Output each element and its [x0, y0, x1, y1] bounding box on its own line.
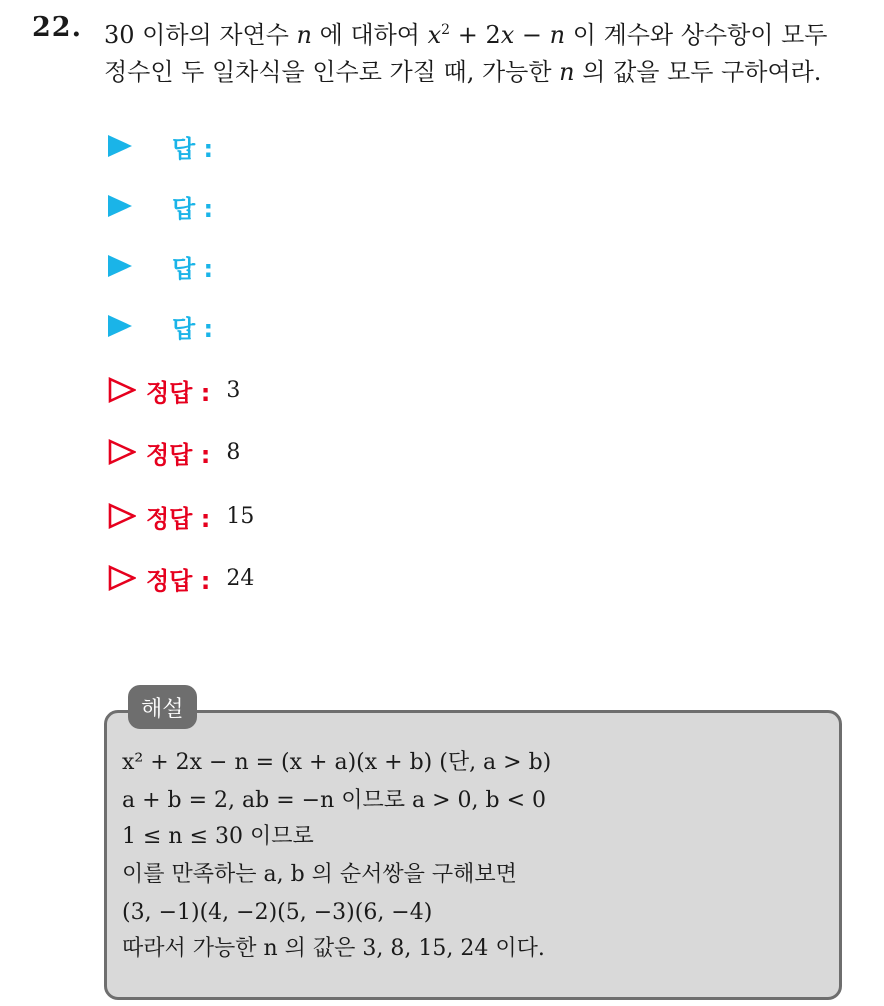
- correct-answer-row-4: [108, 558, 254, 598]
- outline-triangle-icon: [108, 439, 136, 465]
- answer-row-4[interactable]: [108, 306, 213, 346]
- correct-answer-value: 3: [226, 377, 241, 403]
- answer-label: 답 :: [172, 254, 214, 283]
- correct-answer-label: 정답 :: [146, 566, 211, 595]
- answer-label: 답 :: [172, 194, 214, 223]
- answer-label: 답 :: [172, 134, 214, 163]
- explanation-line-6: 따라서 가능한 n 의 값은 3, 8, 15, 24 이다.: [122, 936, 545, 961]
- explanation-tag: 해설: [128, 685, 197, 729]
- question-text-line2: 정수인 두 일차식을 인수로 가질 때, 가능한 n 의 값을 모두 구하여라.: [104, 58, 822, 86]
- outline-triangle-icon: [108, 503, 136, 529]
- play-triangle-icon: [108, 315, 132, 337]
- correct-answer-label: 정답 :: [146, 378, 211, 407]
- explanation-line-3: 1 ≤ n ≤ 30 이므로: [122, 824, 314, 849]
- answer-row-1[interactable]: [108, 126, 213, 166]
- answer-row-3[interactable]: [108, 246, 213, 286]
- correct-answer-value: 24: [226, 565, 255, 591]
- correct-answer-label: 정답 :: [146, 440, 211, 469]
- explanation-line-2: a + b = 2, ab = −n 이므로 a > 0, b < 0: [122, 788, 547, 813]
- correct-answer-row-2: [108, 432, 240, 472]
- correct-answer-value: 8: [226, 439, 241, 465]
- correct-answer-row-3: [108, 496, 254, 536]
- answer-label: 답 :: [172, 314, 214, 343]
- explanation-line-4: 이를 만족하는 a, b 의 순서쌍을 구해보면: [122, 862, 517, 887]
- correct-answer-value: 15: [226, 503, 255, 529]
- play-triangle-icon: [108, 135, 132, 157]
- outline-triangle-icon: [108, 377, 136, 403]
- question-text-line1: 30 이하의 자연수 n 에 대하여 $x^2 + 2x - n$ 이 계수와 상수항이 모두: [104, 21, 828, 49]
- outline-triangle-icon: [108, 565, 136, 591]
- answer-row-2[interactable]: [108, 186, 213, 226]
- correct-answer-row-1: [108, 370, 240, 410]
- explanation-line-1: x² + 2x − n = (x + a)(x + b) (단, a > b): [122, 750, 552, 775]
- question-number: 22.: [32, 12, 82, 43]
- explanation-line-5: (3, −1)(4, −2)(5, −3)(6, −4): [122, 900, 433, 925]
- play-triangle-icon: [108, 195, 132, 217]
- correct-answer-label: 정답 :: [146, 504, 211, 533]
- play-triangle-icon: [108, 255, 132, 277]
